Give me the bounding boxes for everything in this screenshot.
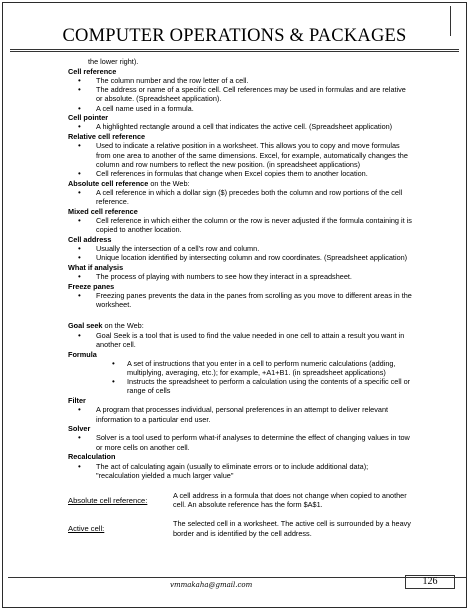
bullet-item: • Goal Seek is a tool that is used to find the value needed in one cell to attain a result you want in another cell. <box>68 331 413 349</box>
bullet-item: • The act of calculating again (usually to eliminate errors or to include additional data); "recalculation yielded a much larger value" <box>68 462 413 480</box>
section-heading-text: What if analysis <box>68 262 124 272</box>
section-heading-suffix: on the Web: <box>148 178 190 188</box>
section-heading <box>68 321 413 330</box>
bullet-list <box>68 141 413 178</box>
section-heading <box>68 235 413 244</box>
bullet-item: • Cell reference in which either the column or the row is never adjusted if the formula containing it is copied to another location. <box>68 216 413 234</box>
section-heading <box>68 350 413 359</box>
definition-term: Absolute cell reference: <box>68 495 148 505</box>
definition-description: A cell address in a formula that does not change when copied to another cell. An absolute reference has the form $A$1. <box>173 490 407 510</box>
bullet-item: • Unique location identified by intersecting column and row coordinates. (Spreadsheet application) <box>68 253 413 262</box>
bullet-item: • A program that processes individual, personal preferences in an attempt to deliver relevant information to a particular end user. <box>68 405 413 423</box>
section-heading-text: Formula <box>68 349 97 359</box>
definition-term: Active cell: <box>68 524 105 534</box>
section-heading-text: Recalculation <box>68 452 116 462</box>
section-heading <box>68 396 413 405</box>
glossary-section <box>68 321 413 349</box>
glossary-section <box>68 235 413 263</box>
section-heading <box>68 424 413 433</box>
section-heading <box>68 132 413 141</box>
document-body <box>68 57 413 548</box>
section-heading-text: Solver <box>68 424 91 434</box>
glossary-section <box>68 179 413 207</box>
definition-row <box>68 491 413 519</box>
section-heading-text: Cell pointer <box>68 113 109 123</box>
glossary-section <box>68 452 413 480</box>
page-number: 126 <box>405 575 455 589</box>
bullet-item: • The process of playing with numbers to see how they interact in a spreadsheet. <box>68 272 413 281</box>
bullet-list <box>68 122 413 131</box>
glossary-section <box>68 396 413 424</box>
corner-mark <box>450 6 459 36</box>
bullet-list <box>68 188 413 206</box>
header-rule <box>10 49 459 50</box>
bullet-item: • A highlighted rectangle around a cell that indicates the active cell. (Spreadsheet application) <box>68 122 413 131</box>
footer-rule <box>8 577 466 578</box>
page-header <box>2 2 467 52</box>
section-heading-text: Mixed cell reference <box>68 206 138 216</box>
header-rule-double <box>10 51 459 52</box>
bullet-item: • Instructs the spreadsheet to perform a calculation using the contents of a specific cell or range of cells <box>68 377 413 395</box>
bullet-list <box>68 359 413 396</box>
section-heading-text: Cell reference <box>68 66 117 76</box>
glossary-section <box>68 207 413 235</box>
section-heading-suffix: on the Web: <box>102 321 144 331</box>
bullet-list <box>68 272 413 281</box>
bullet-item: • Cell references in formulas that change when Excel copies them to another location. <box>68 169 413 178</box>
intro-text: the lower right). <box>88 57 139 66</box>
glossary-section <box>68 424 413 452</box>
section-heading <box>68 113 413 122</box>
bullet-item: • Solver is a tool used to perform what-if analyses to determine the effect of changing values in tow or more cells on another cell. <box>68 433 413 451</box>
glossary-section <box>68 132 413 178</box>
bullet-list <box>68 76 413 113</box>
footer-email: vmmakaha@gmail.com <box>170 581 253 589</box>
section-heading-text: Relative cell reference <box>68 132 146 142</box>
section-heading-text: Filter <box>68 396 86 406</box>
bullet-item: • The column number and the row letter of a cell. <box>68 76 413 85</box>
section-heading <box>68 67 413 76</box>
bullet-list <box>68 244 413 262</box>
bullet-list <box>68 405 413 423</box>
glossary-section <box>68 350 413 396</box>
bullet-item: • The address or name of a specific cell. Cell references may be used in formulas and are relative or absolute. (Spreadsheet application). <box>68 85 413 103</box>
section-heading-text: Cell address <box>68 234 112 244</box>
section-heading <box>68 452 413 461</box>
glossary-section <box>68 263 413 281</box>
bullet-item: • A cell name used in a formula. <box>68 104 413 113</box>
glossary-sections <box>68 67 413 480</box>
glossary-section <box>68 113 413 131</box>
section-heading-text: Goal seek <box>68 321 103 331</box>
bullet-item: • A cell reference in which a dollar sign ($) precedes both the column and row portions of the cell reference. <box>68 188 413 206</box>
section-heading <box>68 282 413 291</box>
bullet-list <box>68 291 413 309</box>
section-heading-text: Freeze panes <box>68 281 115 291</box>
bullet-list <box>68 433 413 451</box>
bullet-item: • Used to indicate a relative position in a worksheet. This allows you to copy and move formulas from one area to another of the same dimensions. Excel, for example, automatically changes the column and row numbers to reflect the new position. (in spreadsheet applications) <box>68 141 413 169</box>
section-heading-text: Absolute cell reference <box>68 178 149 188</box>
glossary-section <box>68 67 413 113</box>
bullet-list <box>68 216 413 234</box>
bullet-item: • Freezing panes prevents the data in the panes from scrolling as you move to different areas in the worksheet. <box>68 291 413 309</box>
section-heading <box>68 207 413 216</box>
bullet-item: • A set of instructions that you enter in a cell to perform numeric calculations (adding, multiplying, averaging, etc.); for example, +A1+B1. (in spreadsheet applications) <box>68 359 413 377</box>
glossary-section <box>68 282 413 310</box>
bullet-list <box>68 462 413 480</box>
bullet-list <box>68 331 413 349</box>
definition-description: The selected cell in a worksheet. The active cell is surrounded by a heavy border and is identified by the cell address. <box>173 519 411 538</box>
page-title: COMPUTER OPERATIONS & PACKAGES <box>62 26 407 46</box>
section-heading <box>68 179 413 188</box>
definition-row <box>68 519 413 547</box>
definitions-table <box>68 491 413 548</box>
bullet-item: • Usually the intersection of a cell's row and column. <box>68 244 413 253</box>
section-heading <box>68 263 413 272</box>
